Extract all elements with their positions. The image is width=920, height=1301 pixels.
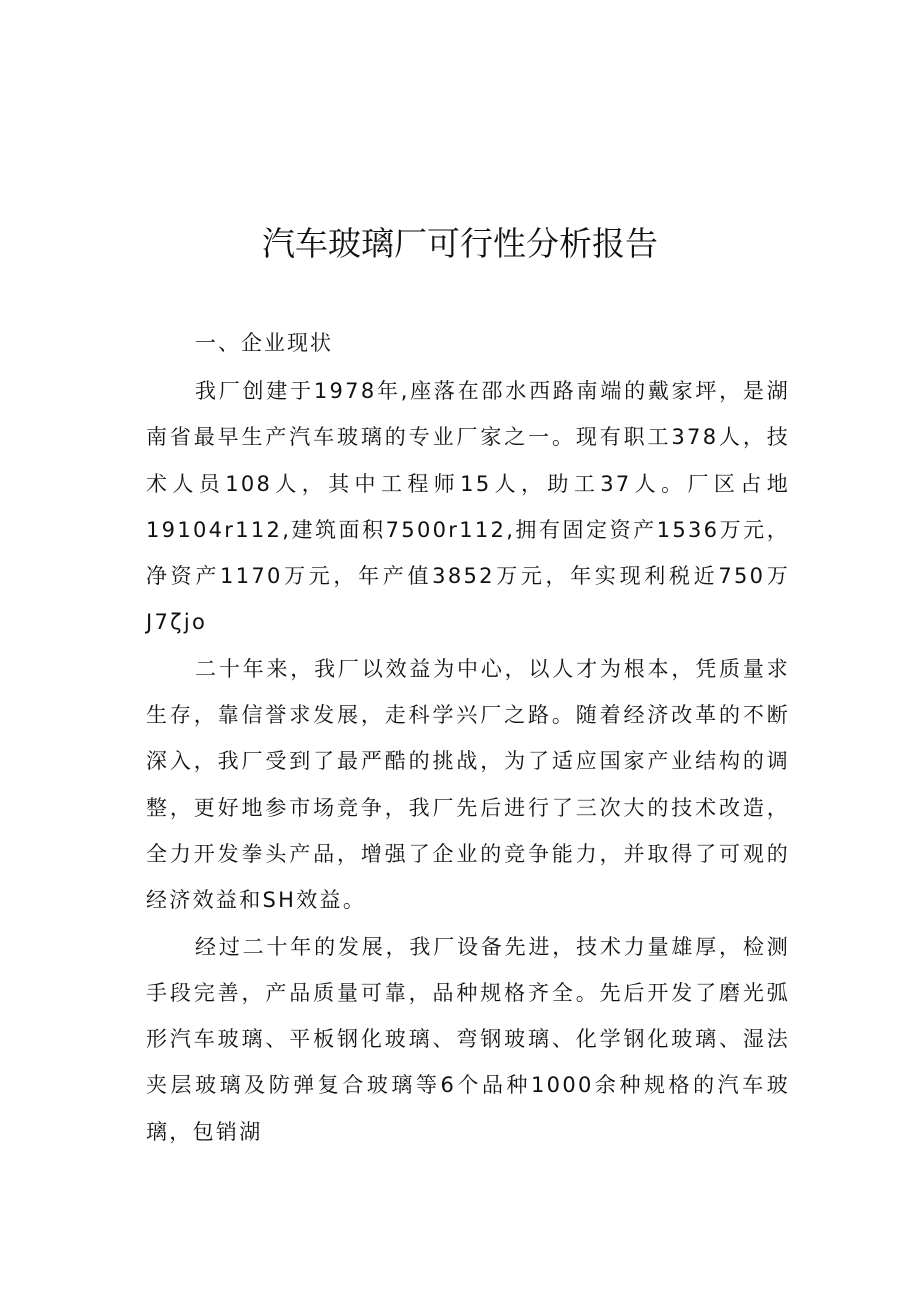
- paragraph-2: 二十年来，我厂以效益为中心，以人才为根本，凭质量求生存，靠信誉求发展，走科学兴厂之路。随着经济改革的不断深入，我厂受到了最严酷的挑战，为了适应国家产业结构的调整，更好地参市场竞争，我厂先后进行了三次大的技术改造，全力开发拳头产品，增强了企业的竞争能力，并取得了可观的经济效益和SH效益。: [146, 656, 790, 913]
- paragraph-1: 我厂创建于1978年,座落在邵水西路南端的戴家坪，是湖南省最早生产汽车玻璃的专业厂家之一。现有职工378人，技术人员108人，其中工程师15人，助工37人。厂区占地19104r112,建筑面积7500r112,拥有固定资产1536万元，净资产1170万元，年产值3852万元，年实现利税近750万J7ζjo: [146, 379, 790, 635]
- body-text: [146, 368, 790, 1155]
- document-title: 汽车玻璃厂可行性分析报告: [262, 224, 658, 263]
- section-heading: 一、企业现状: [195, 331, 333, 355]
- paragraph-3: 经过二十年的发展，我厂设备先进，技术力量雄厚，检测手段完善，产品质量可靠，品种规格齐全。先后开发了磨光弧形汽车玻璃、平板钢化玻璃、弯钢玻璃、化学钢化玻璃、湿法夹层玻璃及防弹复合玻璃等6个品种1000余种规格的汽车玻璃，包销湖: [146, 934, 790, 1144]
